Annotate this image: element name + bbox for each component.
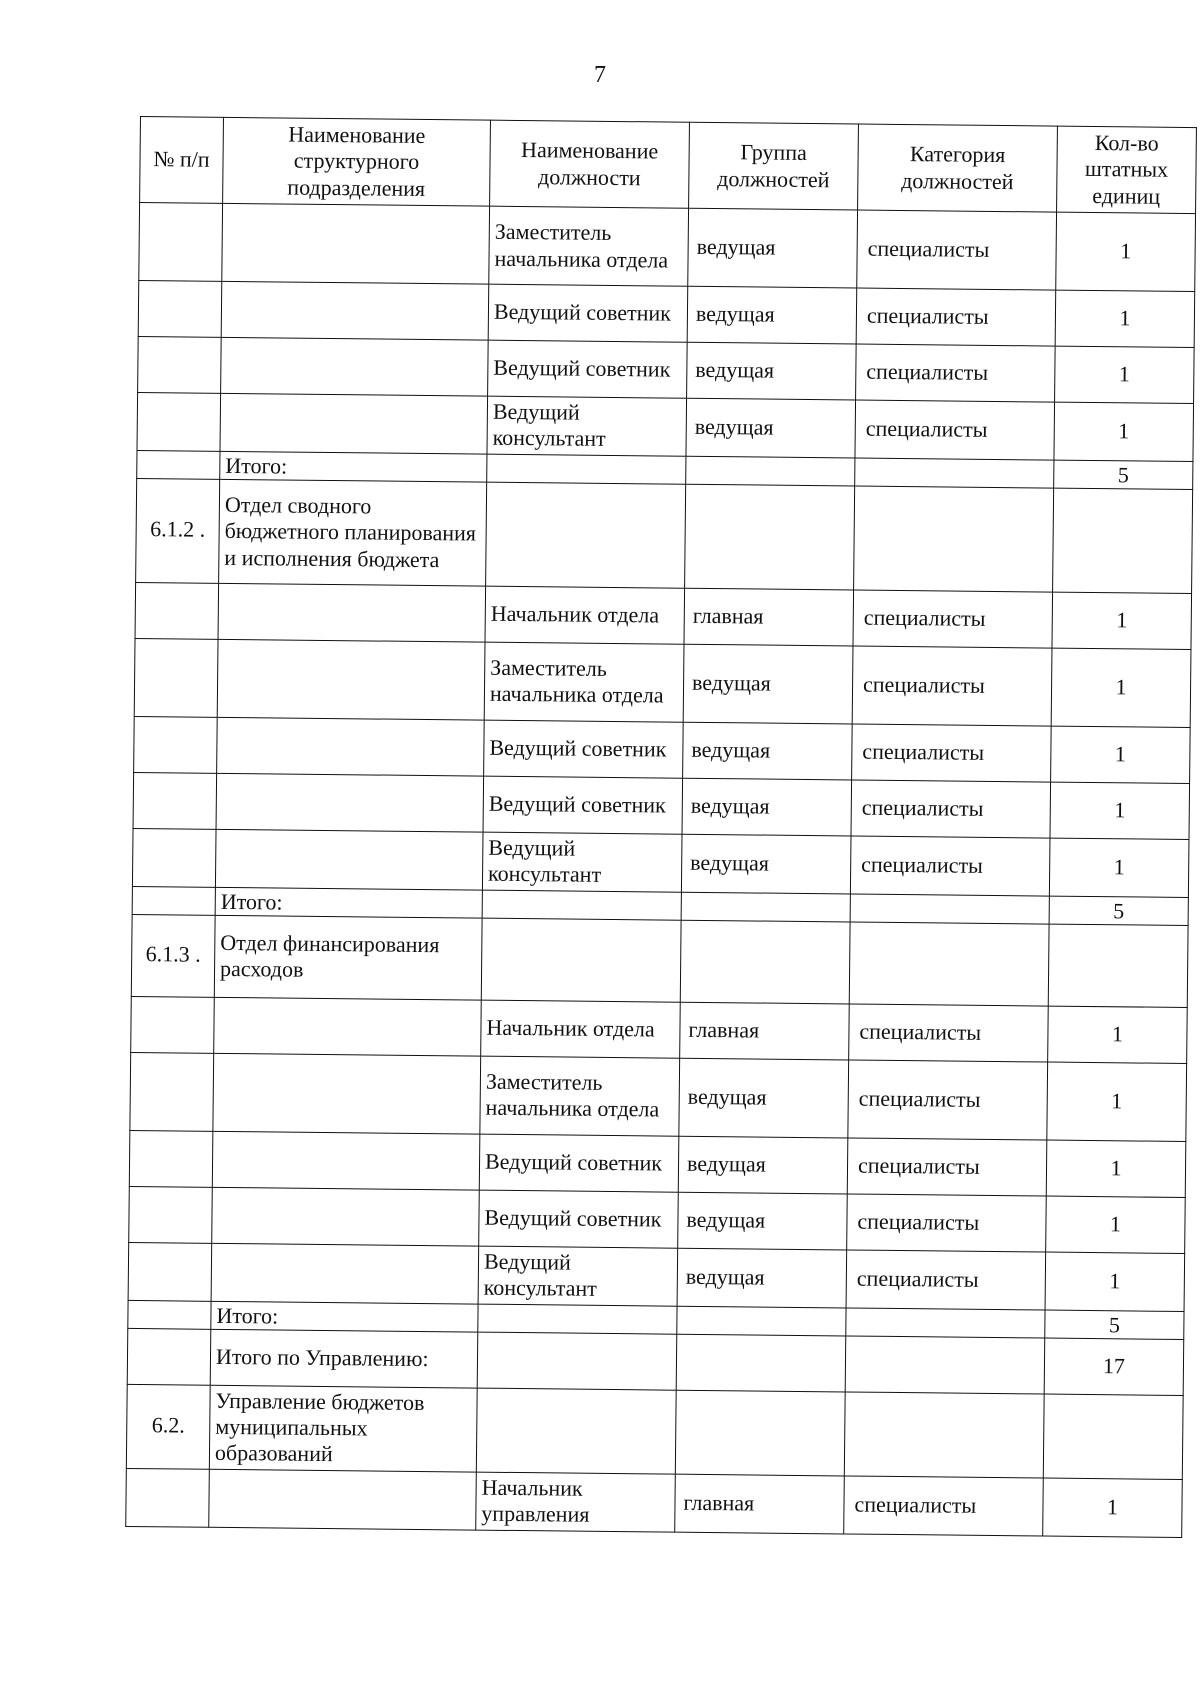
position-cell: Начальник отдела: [485, 586, 685, 644]
row-num-cell: [138, 336, 222, 393]
row-num-cell: [130, 1052, 214, 1131]
staff-count-cell: 1: [1046, 1196, 1186, 1253]
position-group-cell: главная: [684, 588, 854, 646]
position-group-cell: ведущая: [682, 778, 852, 836]
position-cell: Ведущий советник: [488, 340, 688, 398]
position-row: [130, 1052, 1187, 1141]
position-category-cell: специалисты: [852, 724, 1052, 782]
staff-count-cell: [1053, 488, 1193, 593]
position-category-cell: специалисты: [846, 1250, 1046, 1310]
position-cell: Заместитель начальника отдела: [484, 642, 684, 722]
position-group-cell: ведущая: [687, 286, 857, 344]
position-group-cell: ведущая: [681, 834, 851, 894]
position-category-cell: специалисты: [849, 1004, 1049, 1062]
position-category-cell: [854, 486, 1054, 592]
page-number: 7: [594, 62, 606, 88]
staff-count-cell: 1: [1055, 346, 1195, 403]
position-category-cell: [844, 1392, 1044, 1478]
row-num-cell: 6.1.2 .: [136, 478, 220, 583]
position-cell: Начальник управления: [476, 1472, 676, 1532]
row-num-cell: [134, 638, 218, 717]
position-category-cell: [845, 1336, 1045, 1394]
table-body: [126, 203, 1196, 1538]
unit-name-cell: [213, 1053, 481, 1134]
position-cell: Ведущий советник: [479, 1134, 679, 1192]
unit-name-cell: Отдел финансирования расходов: [214, 915, 482, 1000]
unit-name-cell: Итого:: [211, 1301, 478, 1332]
position-category-cell: [846, 1307, 1045, 1337]
unit-name-cell: Итого:: [220, 451, 487, 482]
staff-count-cell: 1: [1052, 592, 1192, 649]
staff-count-cell: 1: [1056, 212, 1196, 291]
unit-name-cell: [209, 1469, 477, 1530]
position-cell: Ведущий советник: [488, 284, 688, 342]
position-group-cell: главная: [680, 1002, 850, 1060]
position-cell: Заместитель начальника отдела: [480, 1056, 680, 1136]
position-category-cell: [849, 922, 1049, 1006]
position-category-cell: специалисты: [856, 344, 1056, 402]
position-group-cell: ведущая: [678, 1192, 848, 1250]
position-group-cell: ведущая: [679, 1058, 849, 1138]
staff-count-cell: 5: [1054, 460, 1193, 490]
position-category-cell: [850, 894, 1049, 924]
header-group: Группа должностей: [689, 122, 859, 210]
row-num-cell: [131, 996, 215, 1053]
position-cell: Ведущий консультант: [478, 1246, 678, 1306]
row-num-cell: [137, 450, 220, 479]
unit-name-cell: [222, 203, 490, 284]
staff-count-cell: 1: [1048, 1006, 1188, 1063]
position-group-cell: главная: [675, 1474, 845, 1534]
position-row: [139, 203, 1196, 292]
row-num-cell: [137, 392, 221, 451]
unit-name-cell: Итого по Управлению:: [210, 1329, 478, 1388]
row-num-cell: 6.1.3 .: [131, 914, 215, 997]
unit-name-cell: [212, 1187, 480, 1246]
row-num-cell: [128, 1300, 211, 1329]
staff-count-cell: 5: [1049, 896, 1188, 926]
staff-count-cell: 17: [1044, 1338, 1184, 1395]
position-cell: Ведущий консультант: [487, 396, 687, 456]
row-num-cell: [132, 828, 216, 887]
department-row: [126, 1384, 1183, 1479]
position-cell: [486, 482, 686, 588]
position-group-cell: [685, 484, 855, 590]
position-cell: Начальник отдела: [481, 1000, 681, 1058]
position-group-cell: [677, 1306, 846, 1336]
unit-name-cell: Управление бюджетов муниципальных образований: [209, 1385, 477, 1472]
position-cell: Ведущий консультант: [482, 832, 682, 892]
unit-name-cell: [217, 639, 485, 720]
position-group-cell: ведущая: [677, 1248, 847, 1308]
row-num-cell: [127, 1328, 211, 1385]
department-row: [131, 914, 1188, 1007]
position-cell: [478, 1304, 677, 1334]
position-group-cell: ведущая: [688, 208, 858, 288]
staff-count-cell: 1: [1046, 1140, 1186, 1197]
row-num-cell: [134, 716, 218, 773]
department-row: [136, 478, 1193, 593]
position-group-cell: [681, 892, 850, 922]
unit-name-cell: [220, 393, 488, 454]
position-group-cell: [675, 1390, 845, 1476]
unit-name-cell: Итого:: [215, 887, 482, 918]
unit-name-cell: [211, 1243, 479, 1304]
unit-name-cell: [221, 281, 489, 340]
position-category-cell: специалисты: [844, 1476, 1044, 1536]
position-category-cell: специалисты: [855, 400, 1055, 460]
staff-count-cell: 1: [1045, 1252, 1185, 1311]
unit-name-cell: Отдел сводного бюджетного планирования и исполнения бюджета: [219, 479, 487, 586]
header-category: Категория должностей: [858, 124, 1058, 212]
position-cell: [477, 1332, 677, 1390]
row-num-cell: 6.2.: [126, 1384, 210, 1469]
position-cell: Ведущий советник: [479, 1190, 679, 1248]
row-num-cell: [139, 203, 223, 282]
position-group-cell: ведущая: [683, 722, 853, 780]
staff-count-cell: 1: [1047, 1062, 1187, 1141]
position-category-cell: специалисты: [857, 210, 1057, 290]
position-row: [126, 1468, 1183, 1537]
header-num: № п/п: [140, 117, 224, 204]
row-num-cell: [138, 280, 222, 337]
position-category-cell: специалисты: [850, 836, 1050, 896]
staff-count-cell: 1: [1050, 782, 1190, 839]
header-count: Кол-во штатных единиц: [1057, 126, 1197, 213]
staff-count-cell: 1: [1051, 726, 1191, 783]
position-category-cell: специалисты: [848, 1060, 1048, 1140]
row-num-cell: [135, 582, 219, 639]
position-cell: Заместитель начальника отдела: [489, 206, 689, 286]
row-num-cell: [132, 886, 215, 915]
position-group-cell: ведущая: [686, 398, 856, 458]
position-category-cell: специалисты: [856, 288, 1056, 346]
unit-name-cell: [218, 583, 486, 642]
staff-count-cell: 1: [1054, 402, 1194, 461]
unit-name-cell: [215, 829, 483, 890]
staff-count-cell: 1: [1049, 838, 1189, 897]
position-category-cell: специалисты: [851, 780, 1051, 838]
position-group-cell: ведущая: [683, 644, 853, 724]
staff-count-cell: 1: [1055, 290, 1195, 347]
row-num-cell: [129, 1186, 213, 1243]
position-cell: Ведущий советник: [484, 720, 684, 778]
position-cell: [481, 918, 681, 1002]
staff-count-cell: 5: [1045, 1310, 1184, 1340]
position-category-cell: специалисты: [847, 1194, 1047, 1252]
position-cell: [487, 454, 686, 484]
position-cell: [482, 890, 681, 920]
position-row: [134, 638, 1191, 727]
position-cell: [476, 1388, 676, 1474]
row-num-cell: [126, 1468, 210, 1527]
unit-name-cell: [221, 337, 489, 396]
position-category-cell: специалисты: [853, 590, 1053, 648]
position-group-cell: [676, 1334, 846, 1392]
position-group-cell: [686, 456, 855, 486]
header-position: Наименование должности: [490, 120, 690, 208]
staffing-table: [125, 116, 1197, 1538]
unit-name-cell: [214, 997, 482, 1056]
staff-count-cell: 1: [1051, 648, 1191, 727]
position-category-cell: специалисты: [852, 646, 1052, 726]
position-group-cell: ведущая: [687, 342, 857, 400]
position-group-cell: ведущая: [678, 1136, 848, 1194]
row-num-cell: [133, 772, 217, 829]
staff-count-cell: 1: [1043, 1478, 1183, 1537]
position-category-cell: [855, 458, 1054, 488]
unit-name-cell: [216, 773, 484, 832]
unit-name-cell: [217, 717, 485, 776]
position-group-cell: [680, 920, 850, 1004]
staff-count-cell: [1043, 1394, 1183, 1480]
table-header-row: [140, 117, 1197, 214]
header-unit: Наименование структурного подразделения: [223, 117, 491, 206]
row-num-cell: [129, 1130, 213, 1187]
row-num-cell: [128, 1242, 212, 1301]
staff-count-cell: [1048, 924, 1188, 1007]
position-cell: Ведущий советник: [483, 776, 683, 834]
position-category-cell: специалисты: [847, 1138, 1047, 1196]
unit-name-cell: [212, 1131, 480, 1190]
